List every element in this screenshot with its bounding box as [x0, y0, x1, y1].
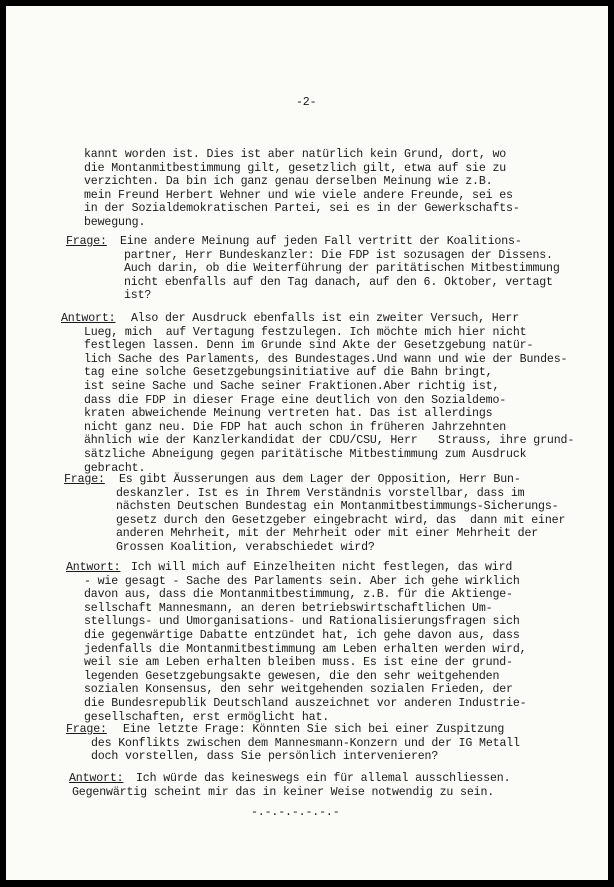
text-line: Grossen Koalition, verabschiedet wird? [116, 541, 375, 554]
text-line: Lueg, mich auf Vertagung festzulegen. Ich möchte mich hier nicht [84, 325, 527, 339]
text-line: ist? [124, 289, 152, 303]
text-line: die Bundesrepublik Deutschland auszeichnet vor anderen Industrie- [84, 697, 527, 710]
paragraph [6, 312, 608, 479]
text-line: nicht ganz neu. Die FDP hat auch schon in früheren Jahrzehnten [84, 420, 507, 434]
text-line: nächsten Deutschen Bundestag ein Montanmitbestimmungs-Sicherungs- [116, 500, 559, 514]
text-line: Eine letzte Frage: Könnten Sie sich bei einer Zuspitzung [123, 723, 505, 736]
text-line: bewegung. [84, 216, 146, 229]
text-line: doch vorstellen, dass Sie persönlich intervenieren? [91, 750, 439, 764]
text-line: gesellschaften, erst ermöglicht hat. [84, 710, 330, 724]
text-line: sätzliche Abneigung gegen paritätische Mitbestimmung zum Ausdruck [84, 448, 527, 461]
text-line: - wie gesagt - Sache des Parlaments sein. Aber ich gehe wirklich [84, 574, 520, 588]
paragraph [6, 772, 608, 803]
text-line: Ich würde das keineswegs ein für allemal ausschliessen. [136, 772, 511, 785]
text-line: stellungs- und Umorganisations- und Rationalisierungsfragen sich [84, 615, 520, 629]
text-line: sozialen Konsensus, den sehr weitgehenden sozialen Frieden, der [84, 683, 513, 697]
text-line: ähnlich wie der Kanzlerkandidat der CDU/CSU, Herr Strauss, ihre grund- [84, 434, 575, 448]
text-line: nicht ebenfalls auf den Tag danach, auf den 6. Oktober, vertagt [124, 275, 553, 289]
text-line: sellschaft Mannesmann, an deren betriebswirtschaftlichen Um- [84, 601, 493, 615]
speaker-label: Frage: [64, 473, 105, 486]
speaker-label: Frage: [66, 723, 107, 736]
text-line: Eine andere Meinung auf jeden Fall vertritt der Koalitions- [120, 235, 522, 248]
speaker-label: Frage: [66, 235, 107, 248]
text-line: deskanzler. Ist es in Ihrem Verständnis vorstellbar, dass im [116, 486, 525, 500]
text-line: lich Sache des Parlaments, des Bundestages.Und wann und wie der Bundes- [84, 352, 568, 366]
paragraph [6, 723, 608, 768]
speaker-label: Antwort: [66, 561, 121, 574]
text-line: die gegenwärtige Dabatte entzündet hat, ich gehe davon aus, dass [84, 629, 520, 642]
text-line: mein Freund Herbert Wehner und wie viele andere Freunde, sei es [84, 188, 513, 202]
text-line: dass die FDP in dieser Frage eine deutlich von den Sozialdemo- [84, 393, 507, 407]
speaker-label: Antwort: [61, 312, 116, 325]
text-line: kannt worden ist. Dies ist aber natürlich kein Grund, dort, wo [84, 148, 507, 161]
text-line: weil sie am Leben erhalten bleiben muss. Es ist eine der grund- [84, 656, 513, 670]
text-line: festlegen lassen. Denn im Grunde sind Akte der Gesetzgebung natür- [84, 339, 534, 353]
text-line: partner, Herr Bundeskanzler: Die FDP ist sozusagen der Dissens. [124, 248, 553, 262]
text-line: die Montanmitbestimmung gilt, gesetzlich gilt, etwa auf sie zu [84, 161, 507, 175]
text-line: Es gibt Äusserungen aus dem Lager der Opposition, Herr Bun- [119, 473, 521, 486]
text-line: jedenfalls die Montanmitbestimmung am Leben erhalten werden wird, [84, 642, 527, 656]
paragraph [6, 148, 608, 234]
text-line: Ich will mich auf Einzelheiten nicht festlegen, das wird [131, 561, 513, 574]
text-line: davon aus, dass die Montanmitbestimmung, z.B. für die Aktienge- [84, 588, 513, 602]
document-body [6, 6, 608, 880]
page-number: -2- [296, 96, 317, 109]
text-line: tag eine solche Gesetzgebungsinitiative auf die Bahn bringt, [84, 366, 493, 380]
text-line: anderen Mehrheit, mit der Mehrheit oder mit einer Mehrheit der [116, 527, 539, 541]
text-line: Auch darin, ob die Weiterführung der paritätischen Mitbestimmung [124, 262, 560, 276]
paragraph [6, 561, 608, 728]
document-page [6, 6, 608, 880]
paragraph [6, 235, 608, 307]
text-line: Also der Ausdruck ebenfalls ist ein zweiter Versuch, Herr [131, 312, 520, 325]
end-mark: -.-.-.-.-.-.- [251, 806, 340, 819]
text-line: in der Sozialdemokratischen Partei, sei es in der Gewerkschafts- [84, 202, 520, 216]
text-line: des Konflikts zwischen dem Mannesmann-Konzern und der IG Metall [91, 736, 520, 750]
speaker-label: Antwort: [69, 772, 124, 785]
text-line: Gegenwärtig scheint mir das in keiner Weise notwendig zu sein. [72, 785, 495, 799]
text-line: verzichten. Da bin ich ganz genau derselben Meinung wie z.B. [84, 175, 493, 189]
text-line: gesetz durch den Gesetzgeber eingebracht wird, das dann mit einer [116, 513, 566, 527]
text-line: gebracht. [84, 461, 146, 475]
text-line: kraten abweichende Meinung vertreten hat. Das ist allerdings [84, 407, 493, 421]
paragraph [6, 473, 608, 559]
text-line: ist seine Sache und Sache seiner Fraktionen.Aber richtig ist, [84, 380, 500, 393]
text-line: legenden Gesetzgebungsakte gewesen, die den sehr weitgehenden [84, 669, 500, 683]
